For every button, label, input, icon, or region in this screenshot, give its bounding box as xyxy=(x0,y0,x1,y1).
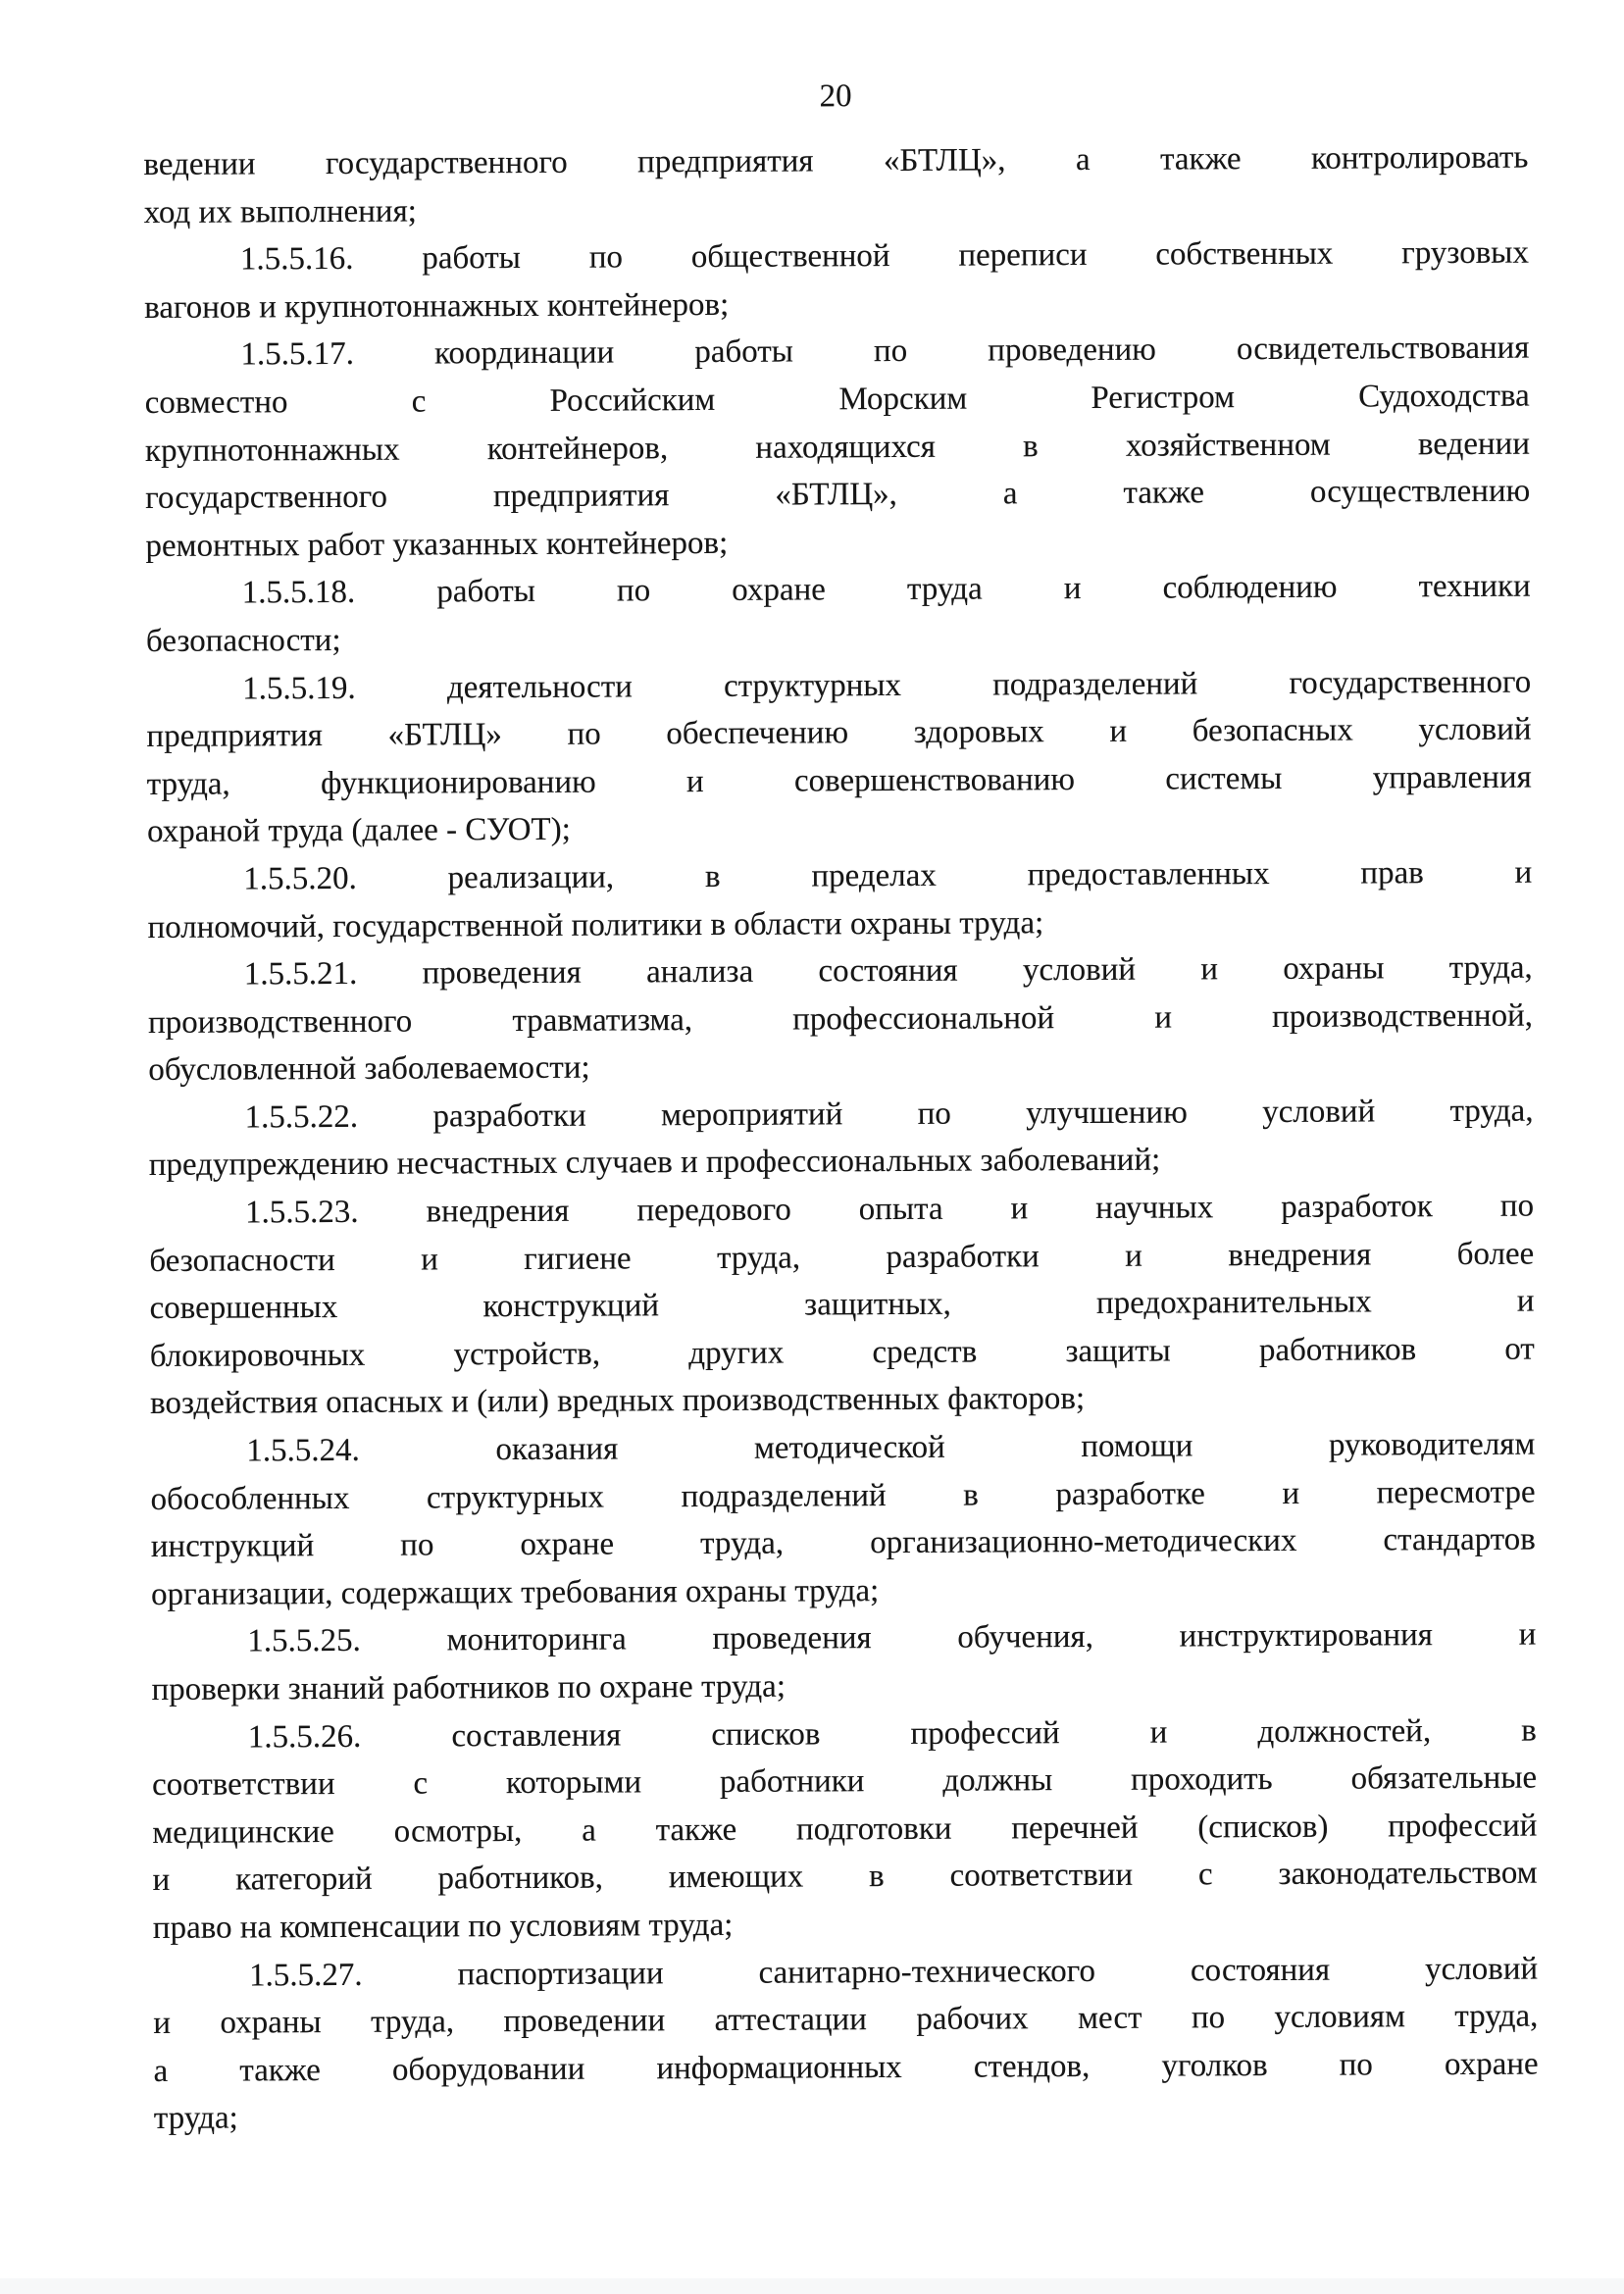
text-line: а также оборудовании информационных стендов, уголков по охране xyxy=(153,2046,1539,2089)
text-line: обусловленной заболеваемости; xyxy=(148,1049,590,1089)
text-line: 1.5.5.16. работы по общественной переписи собственных грузовых xyxy=(239,234,1530,278)
text-line: 1.5.5.26. составления списков профессий и должностей, в xyxy=(247,1712,1537,1756)
text-line: и охраны труда, проведении аттестации рабочих мест по условиям труда, xyxy=(153,1998,1539,2042)
text-line: 1.5.5.21. проведения анализа состояния условий и охраны труда, xyxy=(243,949,1533,993)
text-line: совместно с Российским Морским Регистром Судоходства xyxy=(144,378,1530,421)
page-content xyxy=(143,74,1539,2143)
text-line: труда; xyxy=(153,2100,238,2137)
text-line: медицинские осмотры, а также подготовки перечней (списков) профессий xyxy=(152,1808,1538,1851)
text-line: полномочий, государственной политики в области охраны труда; xyxy=(147,904,1044,945)
document-text xyxy=(143,134,1539,2143)
text-line: предупреждению несчастных случаев и профессиональных заболеваний; xyxy=(148,1143,1161,1184)
scan-edge-shadow xyxy=(0,2278,1624,2294)
text-line: 1.5.5.27. паспортизации санитарно-технического состояния условий xyxy=(249,1951,1539,1994)
text-line: проверки знаний работников по охране труда; xyxy=(151,1668,787,1708)
text-line: 1.5.5.18. работы по охране труда и соблюдению техники xyxy=(241,568,1531,611)
text-line: право на компенсации по условиям труда; xyxy=(152,1907,734,1946)
text-line: вагонов и крупнотоннажных контейнеров; xyxy=(144,286,730,326)
text-line: воздействия опасных и (или) вредных производственных факторов; xyxy=(149,1381,1086,1422)
text-line: предприятия «БТЛЦ» по обеспечению здоровых и безопасных условий xyxy=(146,711,1532,755)
text-line: 1.5.5.20. реализации, в пределах предоставленных прав и xyxy=(243,854,1533,897)
text-line: инструкций по охране труда, организационно-методических стандартов xyxy=(150,1521,1536,1565)
text-line: 1.5.5.19. деятельности структурных подразделений государственного xyxy=(242,664,1532,707)
text-line: 1.5.5.23. внедрения передового опыта и научных разработок по xyxy=(244,1188,1535,1231)
text-line: и категорий работников, имеющих в соответствии с законодательством xyxy=(152,1855,1538,1899)
text-line: безопасности; xyxy=(145,622,341,659)
text-line: 1.5.5.25. мониторинга проведения обучения, инструктирования и xyxy=(247,1616,1537,1659)
text-line: ремонтных работ указанных контейнеров; xyxy=(145,525,729,564)
text-line: крупнотоннажных контейнеров, находящихся в хозяйственном ведении xyxy=(144,426,1531,469)
text-line: 1.5.5.22. разработки мероприятий по улучшению условий труда, xyxy=(244,1093,1534,1136)
text-line: безопасности и гигиене труда, разработки и внедрения более xyxy=(149,1236,1535,1279)
text-line: труда, функционированию и совершенствованию системы управления xyxy=(146,759,1532,802)
text-line: ход их выполнения; xyxy=(143,193,417,230)
text-line: организации, содержащих требования охраны труда; xyxy=(150,1572,880,1612)
text-line: 1.5.5.17. координации работы по проведению освидетельствования xyxy=(240,330,1530,373)
text-line: ведении государственного предприятия «БТЛЦ», а также контролировать xyxy=(143,139,1529,182)
text-line: совершенных конструкций защитных, предохранительных и xyxy=(149,1283,1535,1327)
page-number: 20 xyxy=(819,78,852,115)
text-line: производственного травматизма, профессиональной и производственной, xyxy=(147,997,1534,1041)
text-line: государственного предприятия «БТЛЦ», а также осуществлению xyxy=(145,473,1531,517)
text-line: обособленных структурных подразделений в разработке и пересмотре xyxy=(150,1474,1536,1517)
text-line: 1.5.5.24. оказания методической помощи руководителям xyxy=(246,1426,1536,1469)
text-line: соответствии с которыми работники должны проходить обязательные xyxy=(152,1759,1538,1804)
text-line: охраной труда (далее - СУОТ); xyxy=(146,812,571,850)
text-line: блокировочных устройств, других средств защиты работников от xyxy=(149,1331,1535,1374)
